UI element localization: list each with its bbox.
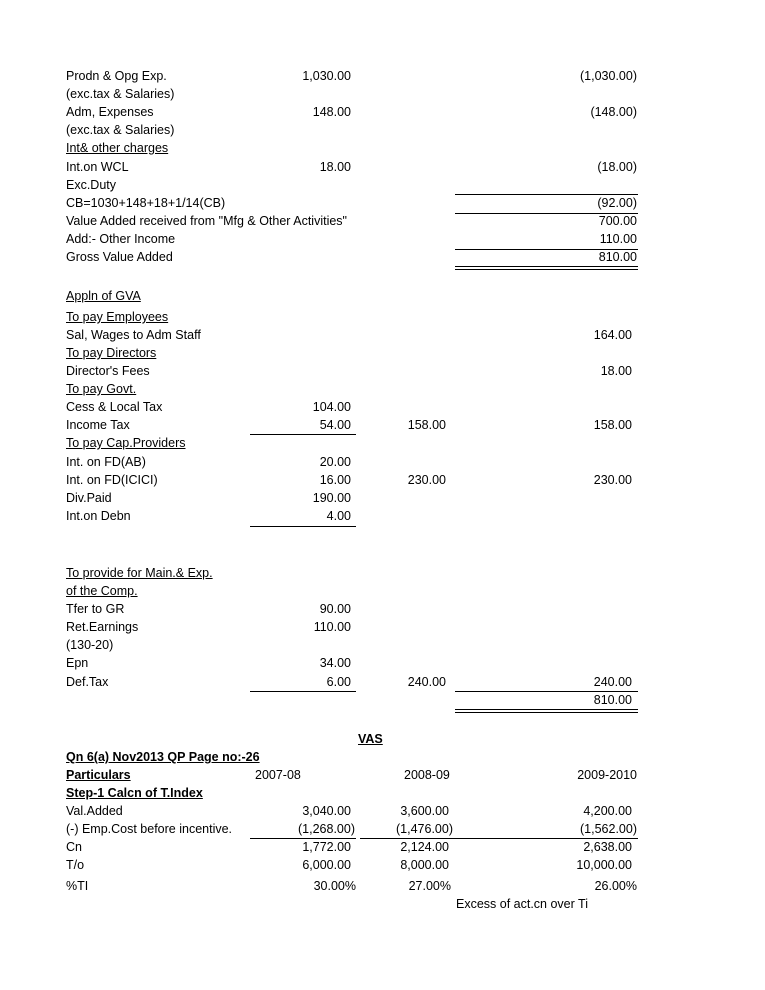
tfer-gr-amount: 90.00 (319, 602, 351, 616)
vas-header-particulars: Particulars (66, 768, 131, 782)
other-income-total: 110.00 (599, 232, 637, 246)
adm-exp-note: (exc.tax & Salaries) (66, 123, 175, 137)
to-provide-heading-2: of the Comp. (66, 584, 138, 598)
int-fd-icici-label: Int. on FD(ICICI) (66, 473, 158, 487)
vas-header-year-3: 2009-2010 (577, 768, 637, 782)
vas-row-value-2: 8,000.00 (400, 858, 449, 872)
cap-total: 230.00 (593, 473, 632, 487)
ret-earnings-label: Ret.Earnings (66, 620, 139, 634)
govt-total: 158.00 (593, 418, 632, 432)
prodn-opg-amount: 1,030.00 (302, 69, 351, 83)
int-wcl-total: (18.00) (597, 160, 637, 174)
vas-row-value-3: 4,200.00 (583, 804, 632, 818)
prodn-opg-note: (exc.tax & Salaries) (66, 87, 175, 101)
directors-fees-label: Director's Fees (66, 364, 150, 378)
int-debn-label: Int.on Debn (66, 509, 131, 523)
divider-line (250, 838, 356, 839)
gva-total: 810.00 (598, 250, 637, 264)
to-pay-govt-heading: To pay Govt. (66, 382, 137, 396)
vas-title: VAS (358, 732, 383, 746)
double-underline (455, 266, 638, 270)
ret-earnings-amount: 110.00 (313, 620, 351, 634)
vas-row-value-1: 30.00% (313, 879, 356, 893)
epn-amount: 34.00 (319, 656, 351, 670)
to-provide-heading-1: To provide for Main.& Exp. (66, 566, 213, 580)
divider-line (455, 691, 638, 692)
def-tax-label: Def.Tax (66, 675, 109, 689)
sal-wages-label: Sal, Wages to Adm Staff (66, 328, 201, 342)
prodn-opg-label: Prodn & Opg Exp. (66, 69, 167, 83)
vas-row-value-3: 10,000.00 (576, 858, 632, 872)
exc-duty-label: Exc.Duty (66, 178, 117, 192)
vas-row-label: Val.Added (66, 804, 123, 818)
vas-footnote: Excess of act.cn over Ti (456, 897, 588, 911)
cess-amount: 104.00 (312, 400, 351, 414)
prodn-opg-total: (1,030.00) (580, 69, 637, 83)
value-added-total: 700.00 (598, 214, 637, 228)
vas-row-value-1: 1,772.00 (302, 840, 351, 854)
epn-label: Epn (66, 656, 89, 670)
cap-subtotal: 230.00 (407, 473, 446, 487)
div-paid-amount: 190.00 (312, 491, 351, 505)
vas-row-value-1: 6,000.00 (302, 858, 351, 872)
appln-heading: Appln of GVA (66, 289, 141, 303)
divider-line (455, 838, 638, 839)
int-wcl-label: Int.on WCL (66, 160, 129, 174)
company-total: 240.00 (593, 675, 632, 689)
other-income-label: Add:- Other Income (66, 232, 176, 246)
cb-total: (92.00) (597, 196, 637, 210)
vas-row-value-2: 27.00% (408, 879, 451, 893)
div-paid-label: Div.Paid (66, 491, 112, 505)
vas-header-year-1: 2007-08 (255, 768, 301, 782)
vas-row-label: %TI (66, 879, 89, 893)
int-fd-ab-label: Int. on FD(AB) (66, 455, 146, 469)
double-underline (455, 709, 638, 713)
to-pay-cap-heading: To pay Cap.Providers (66, 436, 186, 450)
to-pay-employees-heading: To pay Employees (66, 310, 169, 324)
cb-label: CB=1030+148+18+1/14(CB) (66, 196, 226, 210)
income-tax-label: Income Tax (66, 418, 130, 432)
directors-fees-total: 18.00 (600, 364, 632, 378)
govt-subtotal: 158.00 (407, 418, 446, 432)
income-tax-amount: 54.00 (319, 418, 351, 432)
divider-line (250, 526, 356, 527)
int-fd-icici-amount: 16.00 (319, 473, 351, 487)
int-other-heading: Int& other charges (66, 141, 169, 155)
int-debn-amount: 4.00 (326, 509, 351, 523)
tfer-gr-label: Tfer to GR (66, 602, 125, 616)
divider-line (455, 194, 638, 195)
to-pay-directors-heading: To pay Directors (66, 346, 157, 360)
def-tax-amount: 6.00 (326, 675, 351, 689)
int-fd-ab-amount: 20.00 (319, 455, 351, 469)
vas-row-label: Cn (66, 840, 82, 854)
grand-total: 810.00 (593, 693, 632, 707)
vas-row-value-3: 26.00% (594, 879, 637, 893)
adm-exp-total: (148.00) (590, 105, 637, 119)
vas-row-label: T/o (66, 858, 85, 872)
gva-label: Gross Value Added (66, 250, 173, 264)
vas-row-value-2: 2,124.00 (400, 840, 449, 854)
vas-row-value-3: 2,638.00 (583, 840, 632, 854)
ret-earnings-note: (130-20) (66, 638, 114, 652)
divider-line (250, 691, 356, 692)
vas-row-value-1: 3,040.00 (302, 804, 351, 818)
divider-line (250, 434, 356, 435)
vas-step-heading: Step-1 Calcn of T.Index (66, 786, 203, 800)
vas-row-value-2: (1,476.00) (396, 822, 453, 836)
sal-wages-total: 164.00 (593, 328, 632, 342)
vas-row-label: (-) Emp.Cost before incentive. (66, 822, 233, 836)
adm-exp-amount: 148.00 (312, 105, 351, 119)
company-subtotal: 240.00 (407, 675, 446, 689)
int-wcl-amount: 18.00 (319, 160, 351, 174)
cess-label: Cess & Local Tax (66, 400, 163, 414)
adm-exp-label: Adm, Expenses (66, 105, 154, 119)
vas-row-value-3: (1,562.00) (580, 822, 637, 836)
divider-line (360, 838, 455, 839)
vas-row-value-2: 3,600.00 (400, 804, 449, 818)
vas-row-value-1: (1,268.00) (298, 822, 355, 836)
vas-question-ref: Qn 6(a) Nov2013 QP Page no:-26 (66, 750, 260, 764)
value-added-label: Value Added received from "Mfg & Other Activities" (66, 214, 347, 228)
vas-header-year-2: 2008-09 (404, 768, 450, 782)
